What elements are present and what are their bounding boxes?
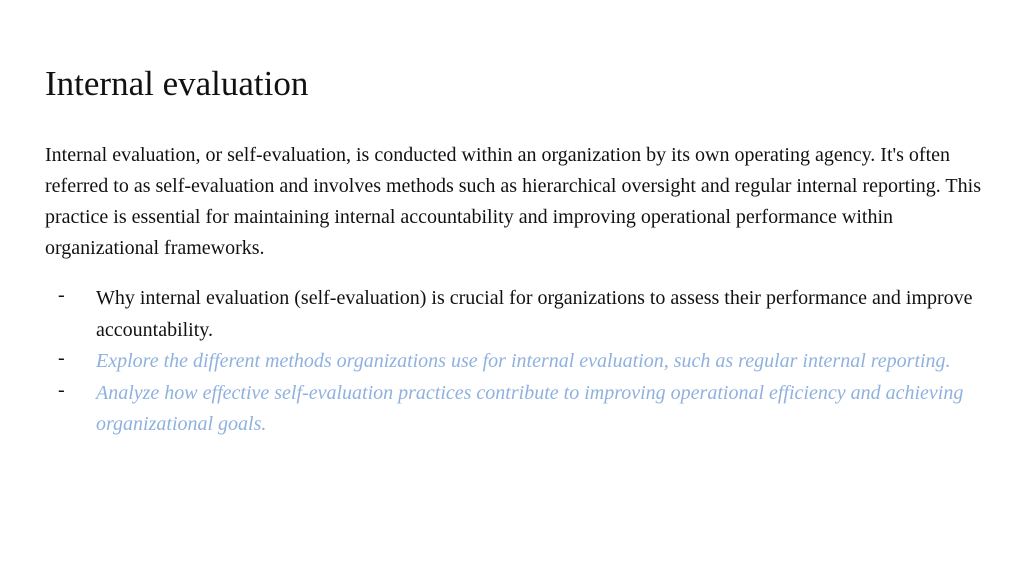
bullet-item-why <box>45 283 985 346</box>
bullet-text: Why internal evaluation (self-evaluation) is crucial for organizations to assess their performance and improve accountability. <box>96 287 973 341</box>
slide-title: Internal evaluation <box>45 64 309 103</box>
bullet-text: Explore the different methods organizations use for internal evaluation, such as regular internal reporting. <box>96 350 951 372</box>
dash-marker: - <box>58 378 65 401</box>
intro-paragraph: Internal evaluation, or self-evaluation, is conducted within an organization by its own operating agency. It's often referred to as self-evaluation and involves methods such as hierarchical oversight and regular internal reporting. This practice is essential for maintaining internal accountability and improving operational performance within organizational frameworks. <box>45 144 981 259</box>
bullet-item-explore <box>45 346 985 378</box>
bullet-item-analyze <box>45 378 985 441</box>
dash-marker: - <box>58 347 65 369</box>
dash-marker: - <box>58 284 65 306</box>
bullet-list <box>45 283 985 441</box>
bullet-text: Analyze how effective self-evaluation practices contribute to improving operational efficiency and achieving organizational goals. <box>96 381 964 435</box>
